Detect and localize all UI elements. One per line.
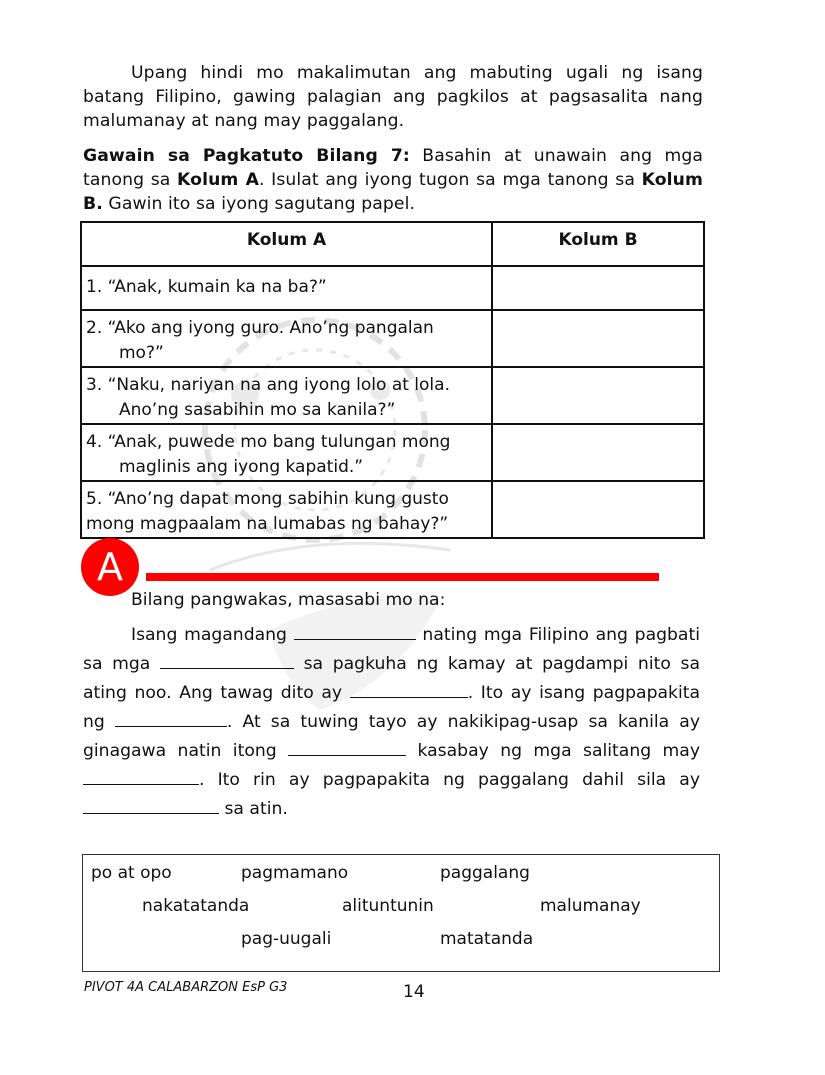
answer-cell[interactable] bbox=[492, 424, 704, 481]
question-text-cont: mong magpaalam na lumabas ng bahay?” bbox=[86, 514, 449, 534]
fill-text: sa pagkuha ng kamay at pagdampi nito sa ating noo. Ang tawag dito ay bbox=[83, 654, 700, 703]
answer-cell[interactable] bbox=[492, 367, 704, 424]
fill-text: . Ito rin ay pagpapakita ng paggalang dahil sila ay bbox=[199, 770, 700, 790]
page-number: 14 bbox=[403, 982, 425, 1002]
section-a-badge: A bbox=[81, 538, 139, 596]
word-bank-item: alituntunin bbox=[342, 896, 434, 916]
question-text-cont: Ano’ng sasabihin mo sa kanila?” bbox=[119, 400, 396, 420]
table-row bbox=[81, 310, 704, 367]
blank-6[interactable] bbox=[83, 771, 199, 785]
table-row bbox=[81, 266, 704, 310]
section-divider-bar bbox=[146, 573, 659, 581]
blank-2[interactable] bbox=[160, 655, 294, 669]
question-cell bbox=[81, 481, 492, 538]
question-answer-table bbox=[80, 221, 705, 539]
activity-instructions bbox=[83, 144, 703, 216]
blank-5[interactable] bbox=[288, 742, 406, 756]
word-bank-item: malumanay bbox=[540, 896, 641, 916]
fill-text: nating mga Filipino ang pagbati sa mga bbox=[83, 625, 700, 674]
blank-4[interactable] bbox=[115, 713, 227, 727]
header-kolum-a: Kolum A bbox=[81, 222, 492, 266]
word-bank-box bbox=[82, 854, 720, 972]
question-cell bbox=[81, 266, 492, 310]
instruction-text-2: . Isulat ang iyong tugon sa mga tanong sa bbox=[258, 170, 642, 190]
question-text: 5. “Ano’ng dapat mong sabihin kung gusto bbox=[86, 489, 449, 509]
question-cell bbox=[81, 424, 492, 481]
table-row bbox=[81, 424, 704, 481]
word-bank-item: nakatatanda bbox=[142, 896, 250, 916]
word-bank-item: pagmamano bbox=[241, 863, 349, 883]
question-text: 1. “Anak, kumain ka na ba?” bbox=[86, 277, 327, 297]
fill-in-paragraph bbox=[83, 621, 700, 824]
blank-3[interactable] bbox=[350, 684, 468, 698]
question-text: 3. “Naku, nariyan na ang iyong lolo at lola. bbox=[86, 375, 450, 395]
fill-text: Isang magandang bbox=[131, 625, 287, 645]
answer-cell[interactable] bbox=[492, 310, 704, 367]
word-bank-item: pag-uugali bbox=[241, 929, 332, 949]
fill-text: kasabay ng mga salitang may bbox=[417, 741, 700, 761]
word-bank-item: po at opo bbox=[91, 863, 172, 883]
word-bank-item: matatanda bbox=[440, 929, 534, 949]
intro-paragraph bbox=[83, 61, 703, 133]
footer-module-label: PIVOT 4A CALABARZON EsP G3 bbox=[84, 980, 288, 995]
question-text-cont: maglinis ang iyong kapatid.” bbox=[119, 457, 364, 477]
fill-text: sa atin. bbox=[224, 799, 288, 819]
question-text-cont: mo?” bbox=[119, 343, 164, 363]
header-kolum-b: Kolum B bbox=[492, 222, 704, 266]
instruction-text-3: Gawin ito sa iyong sagutang papel. bbox=[102, 194, 416, 214]
question-text: 4. “Anak, puwede mo bang tulungan mong bbox=[86, 432, 451, 452]
fill-text: . At sa tuwing tayo ay nakikipag-usap sa kanila ay ginagawa natin itong bbox=[83, 712, 700, 761]
table-header-row bbox=[81, 222, 704, 266]
instruction-text-1: Basahin at unawain ang mga tanong sa bbox=[83, 146, 703, 190]
question-text: 2. “Ako ang iyong guro. Ano’ng pangalan bbox=[86, 318, 434, 338]
table-row bbox=[81, 367, 704, 424]
blank-1[interactable] bbox=[294, 626, 416, 640]
kolum-a-ref: Kolum A bbox=[177, 170, 259, 190]
fill-text: . Ito ay isang pagpapakita ng bbox=[83, 683, 701, 732]
answer-cell[interactable] bbox=[492, 481, 704, 538]
question-cell bbox=[81, 310, 492, 367]
answer-cell[interactable] bbox=[492, 266, 704, 310]
blank-7[interactable] bbox=[83, 800, 219, 814]
question-cell bbox=[81, 367, 492, 424]
table-row bbox=[81, 481, 704, 538]
closing-intro: Bilang pangwakas, masasabi mo na: bbox=[131, 590, 446, 610]
activity-title: Gawain sa Pagkatuto Bilang 7: bbox=[83, 146, 410, 166]
kolum-b-ref: Kolum B. bbox=[83, 170, 703, 214]
word-bank-item: paggalang bbox=[440, 863, 530, 883]
intro-text: Upang hindi mo makalimutan ang mabuting ugali ng isang batang Filipino, gawing palagian ang pagkilos at pagsasalita nang malumanay at nang may paggalang. bbox=[83, 63, 703, 131]
